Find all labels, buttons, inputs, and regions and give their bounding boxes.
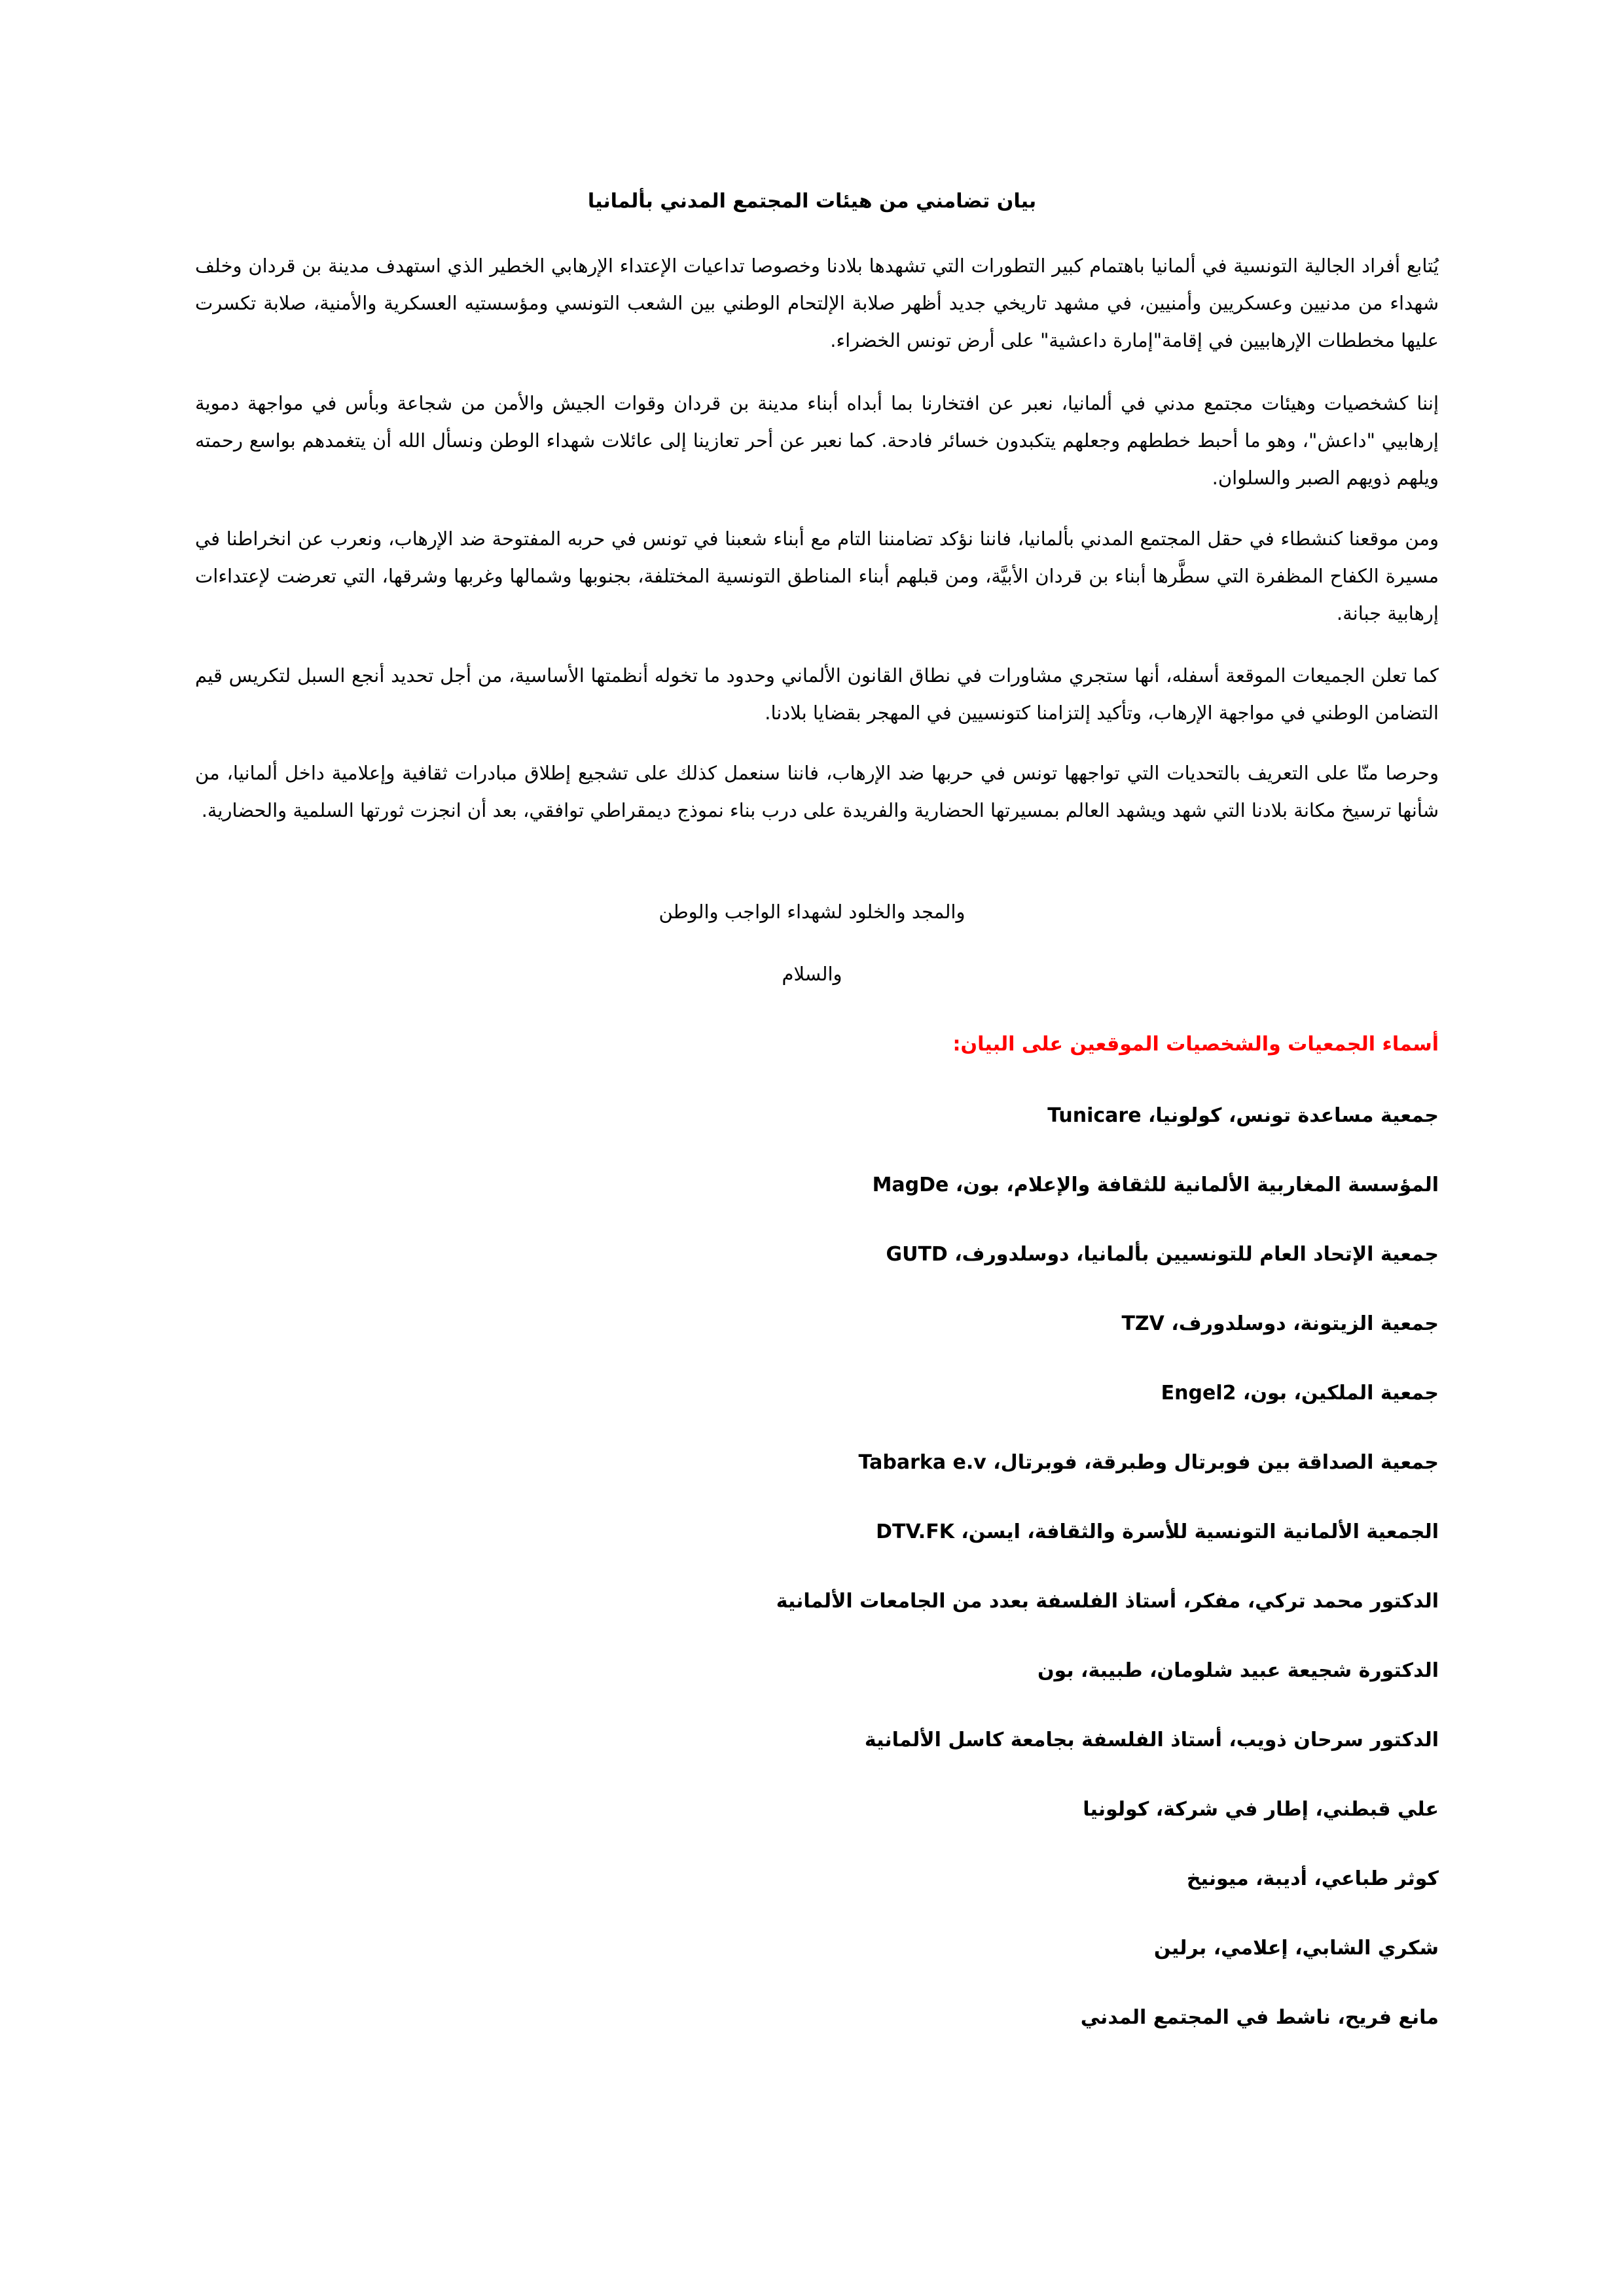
paragraph-2: إننا كشخصيات وهيئات مجتمع مدني في ألمانيا، نعبر عن افتخارنا بما أبداه أبناء مدينة بن قردان وقوات الجيش والأمن من شجاعة وبأس في مواجهة دموية إرهابيي "داعش"، وهو ما أحبط خططهم وجعلهم يتكبدون خسائر فادحة. كما نعبر عن أحر تعازينا إلى عائلات شهداء الوطن ونسأل الله أن يتغمدهم بواسع رحمته ويلهم ذويهم الصبر والسلوان. — [195, 392, 1439, 489]
signers-heading: أسماء الجمعيات والشخصيات الموقعين على البيان: — [952, 1033, 1439, 1056]
signer-item: جمعية الزيتونة، دوسلدورف، TZV — [1121, 1312, 1439, 1335]
signer-item: علي قبطني، إطار في شركة، كولونيا — [1083, 1798, 1439, 1821]
closing-line: والمجد والخلود لشهداء الواجب والوطن — [659, 901, 965, 923]
signer-item: شكري الشابي، إعلامي، برلين — [1153, 1937, 1439, 1960]
paragraph-4: كما تعلن الجميعات الموقعة أسفله، أنها ستجري مشاورات في نطاق القانون الألماني وحدود ما تخوله أنظمتها الأساسية، من أجل تحديد أنجع السبل لتكريس قيم التضامن الوطني في مواجهة الإرهاب، وتأكيد إلتزامنا كتونسيين في المهجر بقضايا بلادنا. — [195, 664, 1439, 724]
signer-item: جمعية الملكين، بون، Engel2 — [1161, 1382, 1439, 1405]
signer-item: الدكتور سرحان ذويب، أستاذ الفلسفة بجامعة كاسل الألمانية — [864, 1729, 1439, 1751]
document-title: بيان تضامني من هيئات المجتمع المدني بألمانيا — [587, 190, 1037, 213]
signers-list — [195, 1103, 1439, 2074]
signer-item: جمعية الإتحاد العام للتونسيين بألمانيا، دوسلدورف، GUTD — [886, 1243, 1439, 1266]
signer-item: المؤسسة المغاربية الألمانية للثقافة والإعلام، بون، MagDe — [872, 1174, 1439, 1196]
paragraph-1: يُتابع أفراد الجالية التونسية في ألمانيا باهتمام كبير التطورات التي تشهدها بلادنا وخصوصا تداعيات الإعتداء الإرهابي الخطير الذي استهدف مدينة بن قردان وخلف شهداء من مدنيين وعسكريين وأمنيين، في مشهد تاريخي جديد أظهر صلابة الإلتحام الوطني بين الشعب التونسي ومؤسستيه العسكرية والأمنية، صلابة تكسرت عليها مخططات الإرهابيين في إقامة"إمارة داعشية" على أرض تونس الخضراء. — [195, 255, 1439, 351]
signer-item: جمعية مساعدة تونس، كولونيا، Tunicare — [1047, 1104, 1439, 1127]
signer-item: الدكتورة شجيعة عبيد شلومان، طبيبة، بون — [1037, 1659, 1439, 1682]
farewell-line: والسلام — [782, 963, 842, 985]
paragraph-5: وحرصا منّا على التعريف بالتحديات التي تواجهها تونس في حربها ضد الإرهاب، فاننا سنعمل كذلك على تشجيع إطلاق مبادرات ثقافية وإعلامية داخل ألمانيا، من شأنها ترسيخ مكانة بلادنا التي شهد ويشهد العالم بمسيرتها الحضارية والفريدة على درب بناء نموذج ديمقراطي توافقي، بعد أن انجزت ثورتها السلمية والحضارية. — [195, 762, 1439, 821]
signer-item: الدكتور محمد تركي، مفكر، أستاذ الفلسفة بعدد من الجامعات الألمانية — [776, 1590, 1439, 1613]
signer-item: مانع فريح، ناشط في المجتمع المدني — [1080, 2006, 1439, 2029]
signer-item: جمعية الصداقة بين فوبرتال وطبرقة، فوبرتال، Tabarka e.v — [858, 1451, 1439, 1474]
signer-item: كوثر طباعي، أديبة، ميونيخ — [1186, 1867, 1439, 1890]
paragraph-3: ومن موقعنا كنشطاء في حقل المجتمع المدني بألمانيا، فاننا نؤكد تضامننا التام مع أبناء شعبنا في تونس في حربه المفتوحة ضد الإرهاب، ونعرب عن انخراطنا في مسيرة الكفاح المظفرة التي سطَّرها أبناء بن قردان الأبيَّة، ومن قبلهم أبناء المناطق التونسية المختلفة، بجنوبها وشمالها وغربها وشرقها، التي تعرضت لإعتداءات إرهابية جبانة. — [195, 528, 1439, 624]
signer-item: الجمعية الألمانية التونسية للأسرة والثقافة، ايسن، DTV.FK — [876, 1520, 1439, 1543]
